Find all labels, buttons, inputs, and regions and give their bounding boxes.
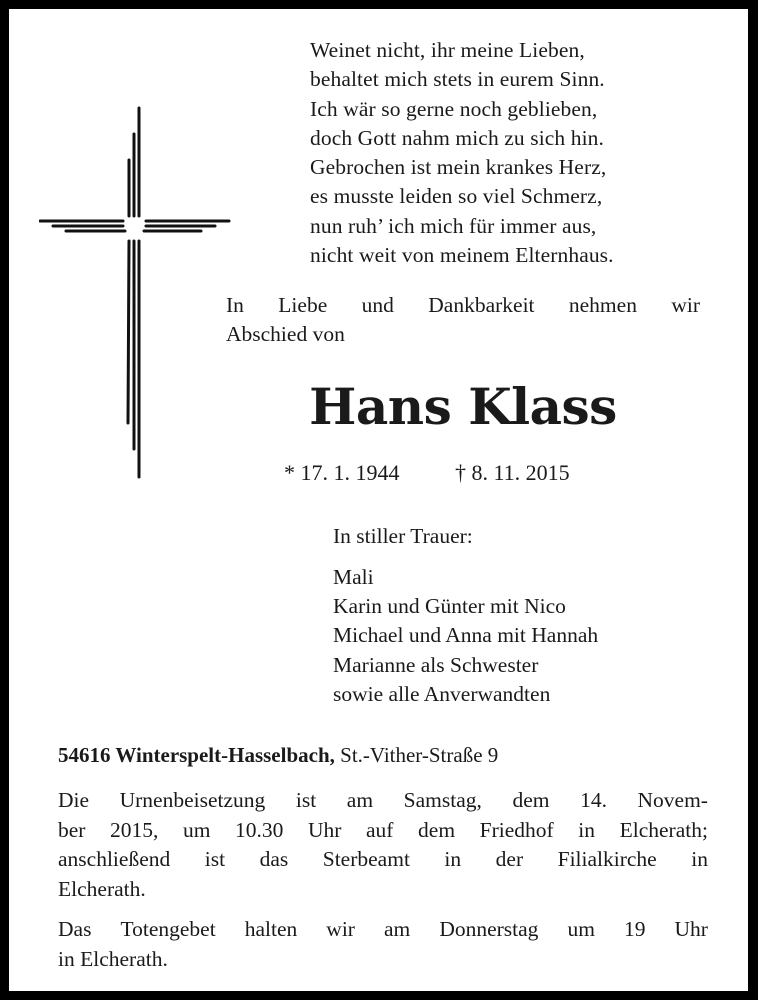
word: Uhr bbox=[308, 817, 342, 842]
poem-line: es musste leiden so viel Schmerz, bbox=[310, 184, 603, 209]
poem-line: Ich wär so gerne noch geblieben, bbox=[310, 96, 598, 121]
word: Novem- bbox=[637, 788, 708, 812]
word: dem bbox=[512, 788, 550, 812]
funeral-announcement bbox=[58, 786, 708, 904]
word: 10.30 bbox=[235, 817, 284, 842]
mourners-heading: In stiller Trauer: bbox=[333, 524, 473, 548]
prayer-line bbox=[58, 915, 708, 945]
word: das bbox=[259, 847, 289, 871]
word: ber bbox=[58, 817, 86, 842]
word: Elcherath; bbox=[619, 817, 708, 842]
word: Samstag, bbox=[403, 788, 482, 812]
funeral-line bbox=[58, 816, 708, 846]
word: anschließend bbox=[58, 847, 171, 871]
word: der bbox=[495, 847, 524, 871]
cross-icon bbox=[39, 97, 239, 487]
poem-line: Gebrochen ist mein krankes Herz, bbox=[310, 155, 607, 180]
word: in bbox=[578, 817, 596, 842]
word: wir bbox=[326, 917, 355, 941]
poem-line: Weinet nicht, ihr meine Lieben, bbox=[310, 38, 585, 62]
word: Liebe bbox=[278, 293, 328, 317]
word: und bbox=[361, 293, 394, 317]
word: 14. bbox=[580, 788, 607, 812]
word: auf bbox=[366, 817, 394, 842]
word: Friedhof bbox=[479, 817, 554, 842]
word: Das bbox=[58, 917, 92, 941]
mourners-list bbox=[333, 563, 598, 709]
word: 2015, bbox=[110, 817, 159, 842]
mourner: Mali bbox=[333, 565, 374, 589]
word: in bbox=[691, 847, 708, 871]
poem-line: nun ruh’ ich mich für immer aus, bbox=[310, 213, 597, 238]
word: Die bbox=[58, 788, 90, 812]
mourner: Karin und Günter mit Nico bbox=[333, 594, 566, 619]
mourner: Michael und Anna mit Hannah bbox=[333, 623, 599, 648]
word: dem bbox=[418, 817, 456, 842]
funeral-line: Elcherath. bbox=[58, 876, 146, 901]
mourner: sowie alle Anverwandten bbox=[333, 681, 551, 706]
word: in bbox=[444, 847, 462, 871]
funeral-line bbox=[58, 786, 708, 816]
birth-date: * 17. 1. 1944 bbox=[284, 460, 400, 485]
poem-line: nicht weit von meinem Elternhaus. bbox=[310, 243, 614, 268]
address bbox=[58, 741, 498, 769]
poem-line: behaltet mich stets in eurem Sinn. bbox=[310, 67, 605, 92]
farewell-intro bbox=[226, 291, 700, 349]
funeral-line bbox=[58, 845, 708, 875]
poem bbox=[310, 36, 614, 270]
intro-line-1 bbox=[226, 291, 700, 320]
word: Totengebet bbox=[120, 917, 216, 941]
word: um bbox=[182, 817, 211, 842]
word: am bbox=[346, 788, 374, 812]
word: halten bbox=[244, 917, 298, 941]
word: 19 bbox=[623, 917, 646, 941]
death-date: † 8. 11. 2015 bbox=[455, 460, 570, 485]
word: ist bbox=[295, 788, 317, 812]
address-street: St.-Vither-Straße 9 bbox=[340, 743, 499, 767]
intro-line-2: Abschied von bbox=[226, 322, 345, 346]
word: Uhr bbox=[674, 917, 708, 941]
word: Filialkirche bbox=[557, 847, 657, 871]
life-dates bbox=[284, 458, 570, 488]
word: Donnerstag bbox=[439, 917, 539, 941]
word: In bbox=[226, 293, 244, 317]
word: wir bbox=[671, 293, 700, 317]
poem-line: doch Gott nahm mich zu sich hin. bbox=[310, 125, 604, 150]
prayer-announcement bbox=[58, 915, 708, 974]
word: Dankbarkeit bbox=[428, 293, 535, 317]
word: ist bbox=[204, 847, 226, 871]
word: nehmen bbox=[568, 293, 637, 317]
word: um bbox=[567, 917, 595, 941]
mourner: Marianne als Schwester bbox=[333, 652, 539, 677]
prayer-line: in Elcherath. bbox=[58, 946, 168, 971]
obituary-notice bbox=[9, 9, 748, 991]
deceased-name: Hans Klass bbox=[309, 377, 617, 436]
word: Urnenbeisetzung bbox=[119, 788, 266, 812]
word: Sterbeamt bbox=[322, 847, 410, 871]
address-place: 54616 Winterspelt-Hasselbach, bbox=[58, 743, 335, 767]
word: am bbox=[384, 917, 411, 941]
